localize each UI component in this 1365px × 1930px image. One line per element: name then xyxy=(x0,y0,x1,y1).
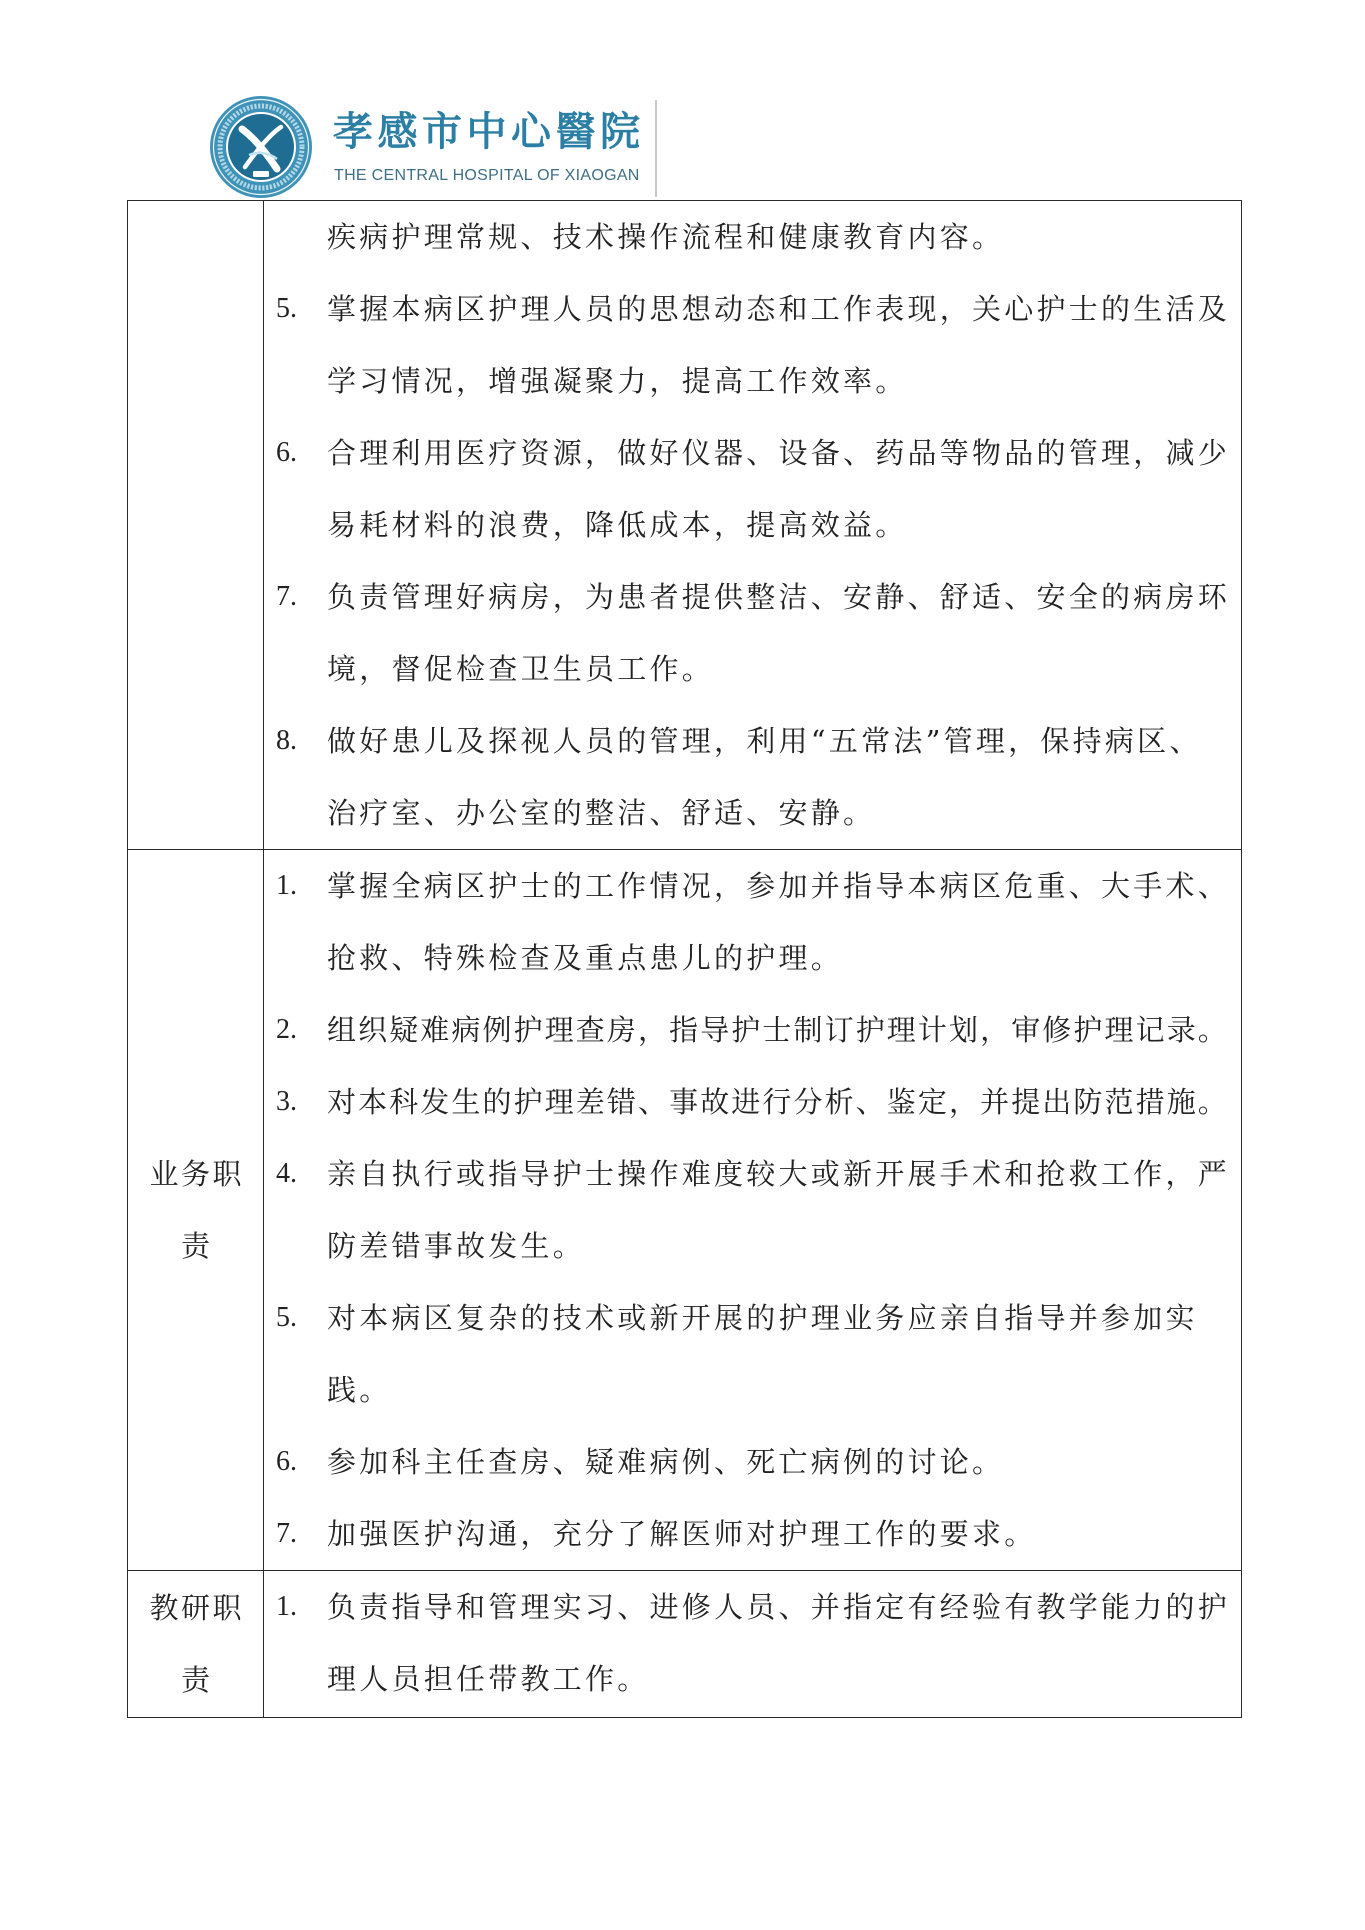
list-item xyxy=(264,1282,1241,1426)
item-line: 参加科主任查房、疑难病例、死亡病例的讨论。 xyxy=(327,1445,1005,1479)
item-number: 2. xyxy=(276,1014,297,1045)
item-line: 防差错事故发生。 xyxy=(327,1229,586,1263)
table-row xyxy=(128,201,1241,849)
table-row xyxy=(128,849,1241,1570)
item-number: 5. xyxy=(276,293,297,324)
item-line: 抢救、特殊检查及重点患儿的护理。 xyxy=(327,941,844,975)
row-label: 责 xyxy=(180,1229,213,1263)
row-label: 业务职 xyxy=(149,1157,244,1191)
item-line: 践。 xyxy=(327,1373,392,1407)
list-item xyxy=(264,1571,1241,1715)
item-line: 掌握本病区护理人员的思想动态和工作表现，关心护士的生活及 xyxy=(327,292,1231,326)
table-row xyxy=(128,1570,1241,1717)
hospital-emblem-icon xyxy=(209,95,313,199)
item-number: 6. xyxy=(276,1446,297,1477)
item-number: 5. xyxy=(276,1302,297,1333)
item-line: 疾病护理常规、技术操作流程和健康教育内容。 xyxy=(327,220,1005,254)
item-line: 掌握全病区护士的工作情况，参加并指导本病区危重、大手术、 xyxy=(327,869,1231,903)
item-number: 7. xyxy=(276,581,297,612)
row-label-cell xyxy=(128,201,264,849)
item-number: 6. xyxy=(276,437,297,468)
item-line: 境，督促检查卫生员工作。 xyxy=(327,652,715,686)
duty-table xyxy=(127,200,1242,1718)
list-item xyxy=(264,561,1241,705)
emblem-year-plate xyxy=(253,171,269,177)
hospital-name-cn: 孝感市中心醫院 xyxy=(333,108,645,155)
row-content-cell xyxy=(264,850,1241,1570)
item-line: 易耗材料的浪费，降低成本，提高效益。 xyxy=(327,508,908,542)
item-line: 负责管理好病房，为患者提供整洁、安静、舒适、安全的病房环 xyxy=(327,580,1231,614)
item-line: 合理利用医疗资源，做好仪器、设备、药品等物品的管理，减少 xyxy=(327,436,1231,470)
item-line: 做好患儿及探视人员的管理，利用“五常法”管理，保持病区、 xyxy=(327,724,1202,758)
list-item xyxy=(264,201,1241,273)
item-line: 加强医护沟通，充分了解医师对护理工作的要求。 xyxy=(327,1517,1037,1551)
list-item xyxy=(264,705,1241,849)
row-content-cell xyxy=(264,1571,1241,1717)
list-item xyxy=(264,1066,1241,1138)
item-number: 8. xyxy=(276,725,297,756)
item-line: 对本科发生的护理差错、事故进行分析、鉴定，并提出防范措施。 xyxy=(327,1085,1229,1119)
item-number: 1. xyxy=(276,1591,297,1622)
item-number: 3. xyxy=(276,1086,297,1117)
header-divider xyxy=(655,100,657,197)
item-line: 治疗室、办公室的整洁、舒适、安静。 xyxy=(327,796,876,830)
list-item xyxy=(264,417,1241,561)
item-number: 7. xyxy=(276,1518,297,1549)
list-item xyxy=(264,1426,1241,1498)
item-line: 理人员担任带教工作。 xyxy=(327,1662,650,1696)
row-label: 责 xyxy=(180,1663,213,1697)
list-item xyxy=(264,1498,1241,1570)
item-line: 学习情况，增强凝聚力，提高工作效率。 xyxy=(327,364,908,398)
list-item xyxy=(264,850,1241,994)
item-line: 组织疑难病例护理查房，指导护士制订护理计划，审修护理记录。 xyxy=(327,1013,1229,1047)
row-label-cell xyxy=(128,850,264,1570)
row-label-cell xyxy=(128,1571,264,1717)
hospital-name-en: THE CENTRAL HOSPITAL OF XIAOGAN xyxy=(334,167,640,184)
item-number: 4. xyxy=(276,1158,297,1189)
list-item xyxy=(264,1138,1241,1282)
item-line: 负责指导和管理实习、进修人员、并指定有经验有教学能力的护 xyxy=(327,1590,1231,1624)
row-content-cell xyxy=(264,201,1241,849)
item-number: 1. xyxy=(276,870,297,901)
list-item xyxy=(264,994,1241,1066)
list-item xyxy=(264,273,1241,417)
row-label: 教研职 xyxy=(149,1591,244,1625)
item-line: 对本病区复杂的技术或新开展的护理业务应亲自指导并参加实 xyxy=(327,1301,1198,1335)
item-line: 亲自执行或指导护士操作难度较大或新开展手术和抢救工作，严 xyxy=(327,1157,1231,1191)
